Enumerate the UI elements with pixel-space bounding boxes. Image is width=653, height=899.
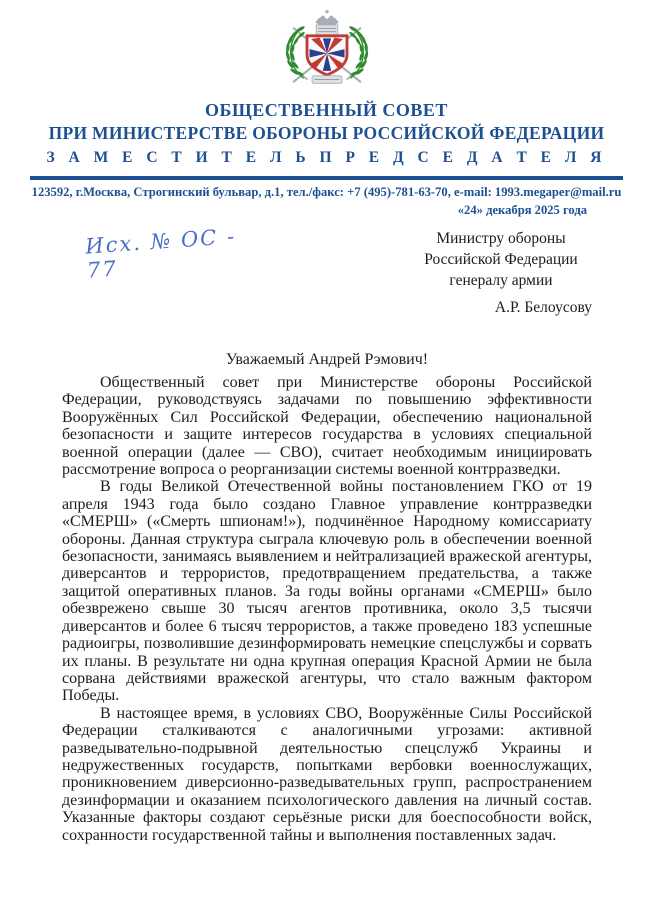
addressee-line: Российской Федерации — [424, 251, 578, 268]
mod-shield-icon — [307, 36, 347, 75]
letter-date: «24» декабря 2025 года — [457, 203, 587, 217]
emblem-plaque — [316, 25, 338, 36]
addressee-line: генералу армии — [449, 272, 553, 289]
position-title: З А М Е С Т И Т Е Л Ь П Р Е Д С Е Д А Т Е Л Я — [46, 149, 607, 166]
salutation: Уважаемый Андрей Рэмович! — [225, 351, 429, 368]
addressee-line: Министру обороны — [436, 230, 566, 247]
addressee-block — [406, 228, 596, 318]
addressee-name: А.Р. Белоусову — [494, 299, 592, 316]
body-paragraph: В настоящее время, в условиях СВО, Вооружённые Силы Российской Федерации сталкиваются с аналогичными угрозами: активной разведывательно-подрывной деятельностью спецслужб Украины и недружественных государств, попытками вербовки военнослужащих, проникновением диверсионно-разведывательных групп, распространением дезинформации и оказанием психологического давления на личный состав. Указанные факторы создают серьёзные риски для боеспособности войск, сохранности государственной тайны и выполнения поставленных задач. — [62, 704, 592, 844]
double-eagle-icon — [315, 10, 338, 26]
org-name-line2: ПРИ МИНИСТЕРСТВЕ ОБОРОНЫ РОССИЙСКОЙ ФЕДЕРАЦИИ — [48, 123, 605, 143]
body-paragraph: Общественный совет при Министерстве обороны Российской Федерации, руководствуясь задачами по повышению эффективности Вооружённых Сил Российской Федерации, обеспечению национальной безопасности и защите интересов государства в условиях специальной военной операции (далее — СВО), считает необходимым инициировать рассмотрение вопроса о реорганизации системы военной контрразведки. — [62, 374, 592, 479]
contact-info-line: 123592, г.Москва, Строгинский бульвар, д.1, тел./факс: +7 (495)-781-63-70, e-mail: 1993.megaper@mail.ru — [31, 185, 622, 199]
handwritten-outgoing-number: Исх. № ОС - 77 — [84, 224, 237, 283]
org-name-line1: ОБЩЕСТВЕННЫЙ СОВЕТ — [205, 100, 448, 120]
mod-emblem-icon — [277, 5, 377, 95]
letter-body — [62, 374, 592, 844]
header-divider — [30, 176, 623, 180]
emblem-scroll — [312, 76, 342, 84]
body-paragraph: В годы Великой Отечественной войны постановлением ГКО от 19 апреля 1943 года было создано Главное управление контрразведки «СМЕРШ» («Смерть шпионам!»), подчинённое Народному комиссариату обороны. Данная структура сыграла ключевую роль в обеспечении военной безопасности, занимаясь выявлением и нейтрализацией вражеской агентуры, диверсантов и террористов, предотвращением предательства, а также защитой оперативных планов. За годы войны органами «СМЕРШ» было обезврежено свыше 30 тысяч агентов противника, около 3,5 тысячи диверсантов и более 6 тысяч террористов, а также проведено 183 успешные радиоигры, позволившие дезинформировать немецкие спецслужбы и сорвать их планы. В результате ни одна крупная операция Красной Армии не была сорвана действиями вражеской агентуры, что стало важным фактором Победы. — [62, 478, 592, 705]
